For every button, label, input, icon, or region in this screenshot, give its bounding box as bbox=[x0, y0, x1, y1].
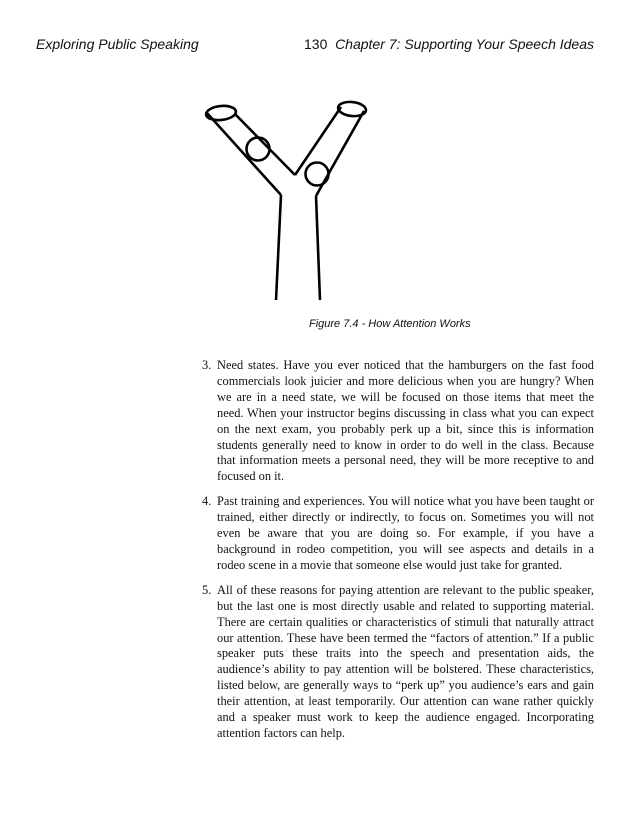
list-item-text: Need states. Have you ever noticed that the hamburgers on the fast food commercials look juicier and more delicious when you are hungry? When we are in a need state, we will be focused on those items that meet the need. When your instructor begins discussing in class what you can expect on the next exam, you probably perk up a bit, since this is information students generally need to know in order to do well in the class. Because that information meets a personal need, they will be more receptive to and focused on it. bbox=[217, 358, 594, 484]
stem-left bbox=[276, 195, 281, 300]
left-branch-inner bbox=[235, 114, 295, 175]
list-item bbox=[202, 583, 594, 742]
left-opening bbox=[205, 104, 236, 121]
list-item bbox=[202, 494, 594, 574]
stem-right bbox=[316, 196, 320, 300]
list-item bbox=[202, 358, 594, 485]
list-item-number: 5. bbox=[202, 582, 212, 597]
list-item-text: All of these reasons for paying attention are relevant to the public speaker, but the last one is most directly usable and related to supporting material. There are certain qualities or characteristics of stimuli that naturally attract our attention. These have been termed the “factors of attention.” If a public speaker puts these traits into the speech and presentation aids, the audience’s ability to pay attention will be bolstered. These characteristics, listed below, are generally ways to “perk up” you audience’s ears and gain their attention, at least temporarily. Our attention can wane rather quickly and a speaker must work to keep the audience engaged. Incorporating attention factors can help. bbox=[217, 582, 594, 740]
book-title: Exploring Public Speaking bbox=[36, 36, 199, 52]
right-ball bbox=[306, 163, 329, 186]
list-item-number: 3. bbox=[202, 358, 212, 372]
page-number: 130 bbox=[304, 36, 328, 52]
numbered-list bbox=[202, 358, 594, 742]
list-item-text: Past training and experiences. You will notice what you have been taught or trained, either directly or indirectly, to focus on. Sometimes you will not even be aware that you are doing so. For example, if you have a background in rodeo competition, you will see aspects and details in a rodeo scene in a movie that someone else would just take for granted. bbox=[217, 494, 594, 572]
left-branch bbox=[207, 113, 281, 195]
list-item-number: 4. bbox=[202, 494, 212, 509]
attention-figure bbox=[183, 88, 405, 310]
right-opening bbox=[337, 101, 366, 118]
y-shaped-attention-diagram-icon bbox=[183, 88, 405, 310]
chapter-title: Chapter 7: Supporting Your Speech Ideas bbox=[335, 36, 594, 52]
left-ball bbox=[247, 138, 270, 161]
figure-caption: Figure 7.4 - How Attention Works bbox=[309, 318, 471, 330]
page-header bbox=[36, 36, 594, 56]
